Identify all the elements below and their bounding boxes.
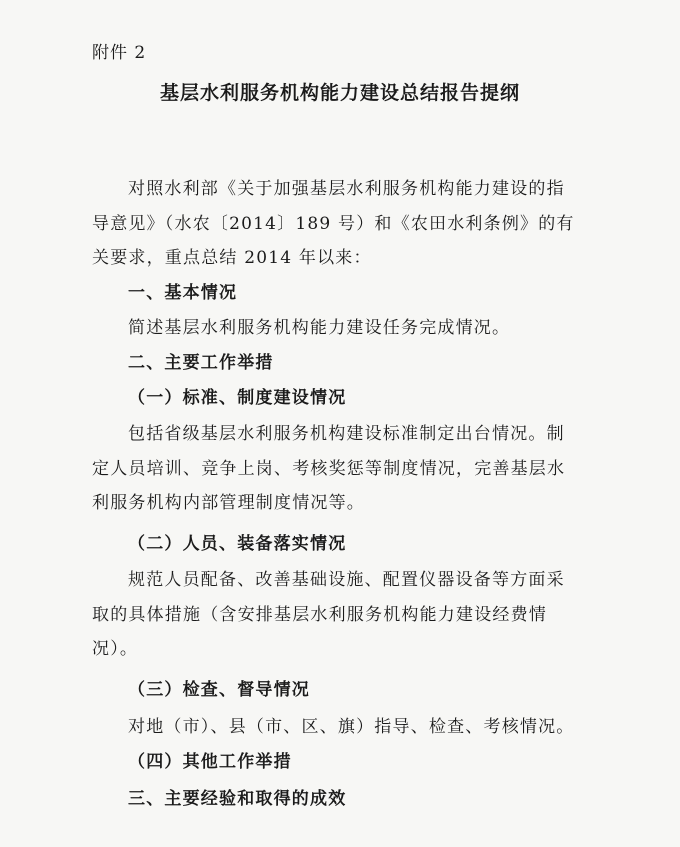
subsection-1-line-3: 利服务机构内部管理制度情况等。 xyxy=(92,493,365,513)
document-title: 基层水利服务机构能力建设总结报告提纲 xyxy=(159,82,520,104)
intro-line-3: 关要求，重点总结 2014 年以来： xyxy=(92,248,372,268)
section-2-heading: 二、主要工作举措 xyxy=(128,353,274,373)
subsection-3-heading: （三）检查、督导情况 xyxy=(128,680,310,700)
attachment-label: 附件 2 xyxy=(92,43,147,63)
subsection-4-heading: （四）其他工作举措 xyxy=(128,752,292,772)
intro-line-1: 对照水利部《关于加强基层水利服务机构能力建设的指 xyxy=(128,179,565,199)
subsection-2-line-2: 取的具体措施（含安排基层水利服务机构能力建设经费情 xyxy=(92,605,547,625)
subsection-1-line-1: 包括省级基层水利服务机构建设标准制定出台情况。制 xyxy=(128,424,565,444)
subsection-2-line-1: 规范人员配备、改善基础设施、配置仪器设备等方面采 xyxy=(128,570,565,590)
section-3-heading: 三、主要经验和取得的成效 xyxy=(128,789,347,809)
section-1-body: 简述基层水利服务机构能力建设任务完成情况。 xyxy=(128,318,511,338)
subsection-1-line-2: 定人员培训、竞争上岗、考核奖惩等制度情况，完善基层水 xyxy=(92,459,566,479)
subsection-2-heading: （二）人员、装备落实情况 xyxy=(128,534,347,554)
intro-line-2: 导意见》（水农〔2014〕189 号）和《农田水利条例》的有 xyxy=(92,214,575,234)
subsection-1-heading: （一）标准、制度建设情况 xyxy=(128,388,347,408)
subsection-3-body: 对地（市）、县（市、区、旗）指导、检查、考核情况。 xyxy=(128,717,575,737)
subsection-2-line-3: 况）。 xyxy=(92,639,139,659)
section-1-heading: 一、基本情况 xyxy=(128,283,238,303)
